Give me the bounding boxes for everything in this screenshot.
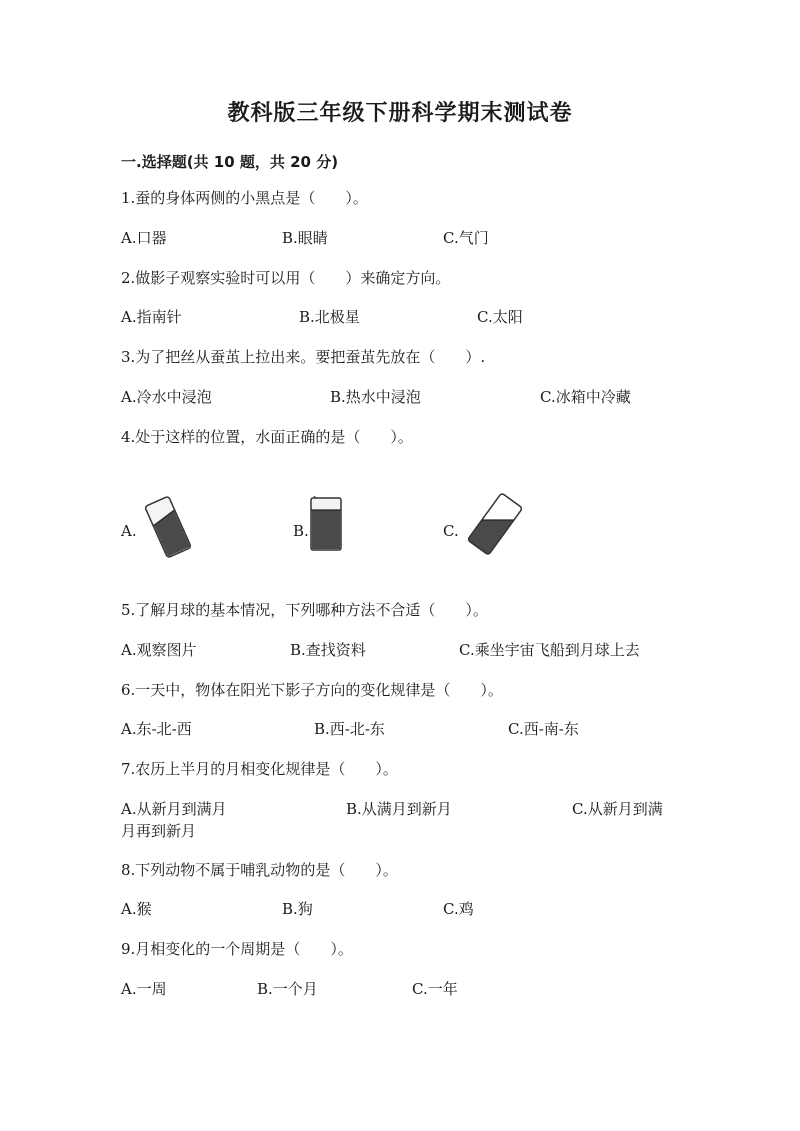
q7-option-b[interactable]: B.从满月到新月 bbox=[346, 800, 452, 818]
question-6: 6.一天中，物体在阳光下影子方向的变化规律是（ ）。 bbox=[121, 681, 503, 699]
q6-option-a[interactable]: A.东-北-西 bbox=[121, 720, 192, 738]
q2-option-b[interactable]: B.北极星 bbox=[299, 308, 360, 326]
q4-option-c[interactable]: C. bbox=[443, 522, 459, 540]
question-4: 4.处于这样的位置，水面正确的是（ ）。 bbox=[121, 428, 413, 446]
q4-option-b[interactable]: B. bbox=[293, 522, 309, 540]
q6-option-c[interactable]: C.西-南-东 bbox=[508, 720, 579, 738]
question-1: 1.蚕的身体两侧的小黑点是（ ）。 bbox=[121, 189, 368, 207]
exam-title: 教科版三年级下册科学期末测试卷 bbox=[227, 101, 573, 126]
q3-option-b[interactable]: B.热水中浸泡 bbox=[330, 388, 421, 406]
question-5: 5.了解月球的基本情况，下列哪种方法不合适（ ）。 bbox=[121, 601, 488, 619]
q7-option-c[interactable]: C.从新月到满 bbox=[572, 800, 663, 818]
q5-option-b[interactable]: B.查找资料 bbox=[290, 641, 366, 659]
q8-option-a[interactable]: A.猴 bbox=[121, 900, 152, 918]
q1-option-a[interactable]: A.口器 bbox=[121, 229, 167, 247]
q2-option-a[interactable]: A.指南针 bbox=[121, 308, 182, 326]
q5-option-a[interactable]: A.观察图片 bbox=[121, 641, 197, 659]
q3-option-c[interactable]: C.冰箱中冷藏 bbox=[540, 388, 631, 406]
question-7: 7.农历上半月的月相变化规律是（ ）。 bbox=[121, 760, 398, 778]
q9-option-b[interactable]: B.一个月 bbox=[257, 980, 318, 998]
q7-option-c-continued: 月再到新月 bbox=[121, 822, 197, 840]
question-2: 2.做影子观察实验时可以用（ ）来确定方向。 bbox=[121, 269, 451, 287]
question-9: 9.月相变化的一个周期是（ ）。 bbox=[121, 940, 353, 958]
q7-option-a[interactable]: A.从新月到满月 bbox=[121, 800, 227, 818]
q2-option-c[interactable]: C.太阳 bbox=[477, 308, 523, 326]
tilted-glass-a-image bbox=[138, 494, 198, 560]
q1-option-c[interactable]: C.气门 bbox=[443, 229, 489, 247]
tilted-glass-c-image bbox=[464, 490, 526, 558]
q1-option-b[interactable]: B.眼睛 bbox=[282, 229, 328, 247]
q4-option-a[interactable]: A. bbox=[121, 522, 137, 540]
upright-glass-b-image bbox=[304, 494, 348, 554]
section-heading: 一.选择题(共 10 题，共 20 分) bbox=[121, 153, 339, 171]
question-3: 3.为了把丝从蚕茧上拉出来。要把蚕茧先放在（ ）. bbox=[121, 348, 486, 366]
q8-option-c[interactable]: C.鸡 bbox=[443, 900, 474, 918]
q3-option-a[interactable]: A.冷水中浸泡 bbox=[121, 388, 212, 406]
q9-option-c[interactable]: C.一年 bbox=[412, 980, 458, 998]
q9-option-a[interactable]: A.一周 bbox=[121, 980, 167, 998]
q6-option-b[interactable]: B.西-北-东 bbox=[314, 720, 385, 738]
question-8: 8.下列动物不属于哺乳动物的是（ ）。 bbox=[121, 861, 398, 879]
q5-option-c[interactable]: C.乘坐宇宙飞船到月球上去 bbox=[459, 641, 640, 659]
q8-option-b[interactable]: B.狗 bbox=[282, 900, 313, 918]
